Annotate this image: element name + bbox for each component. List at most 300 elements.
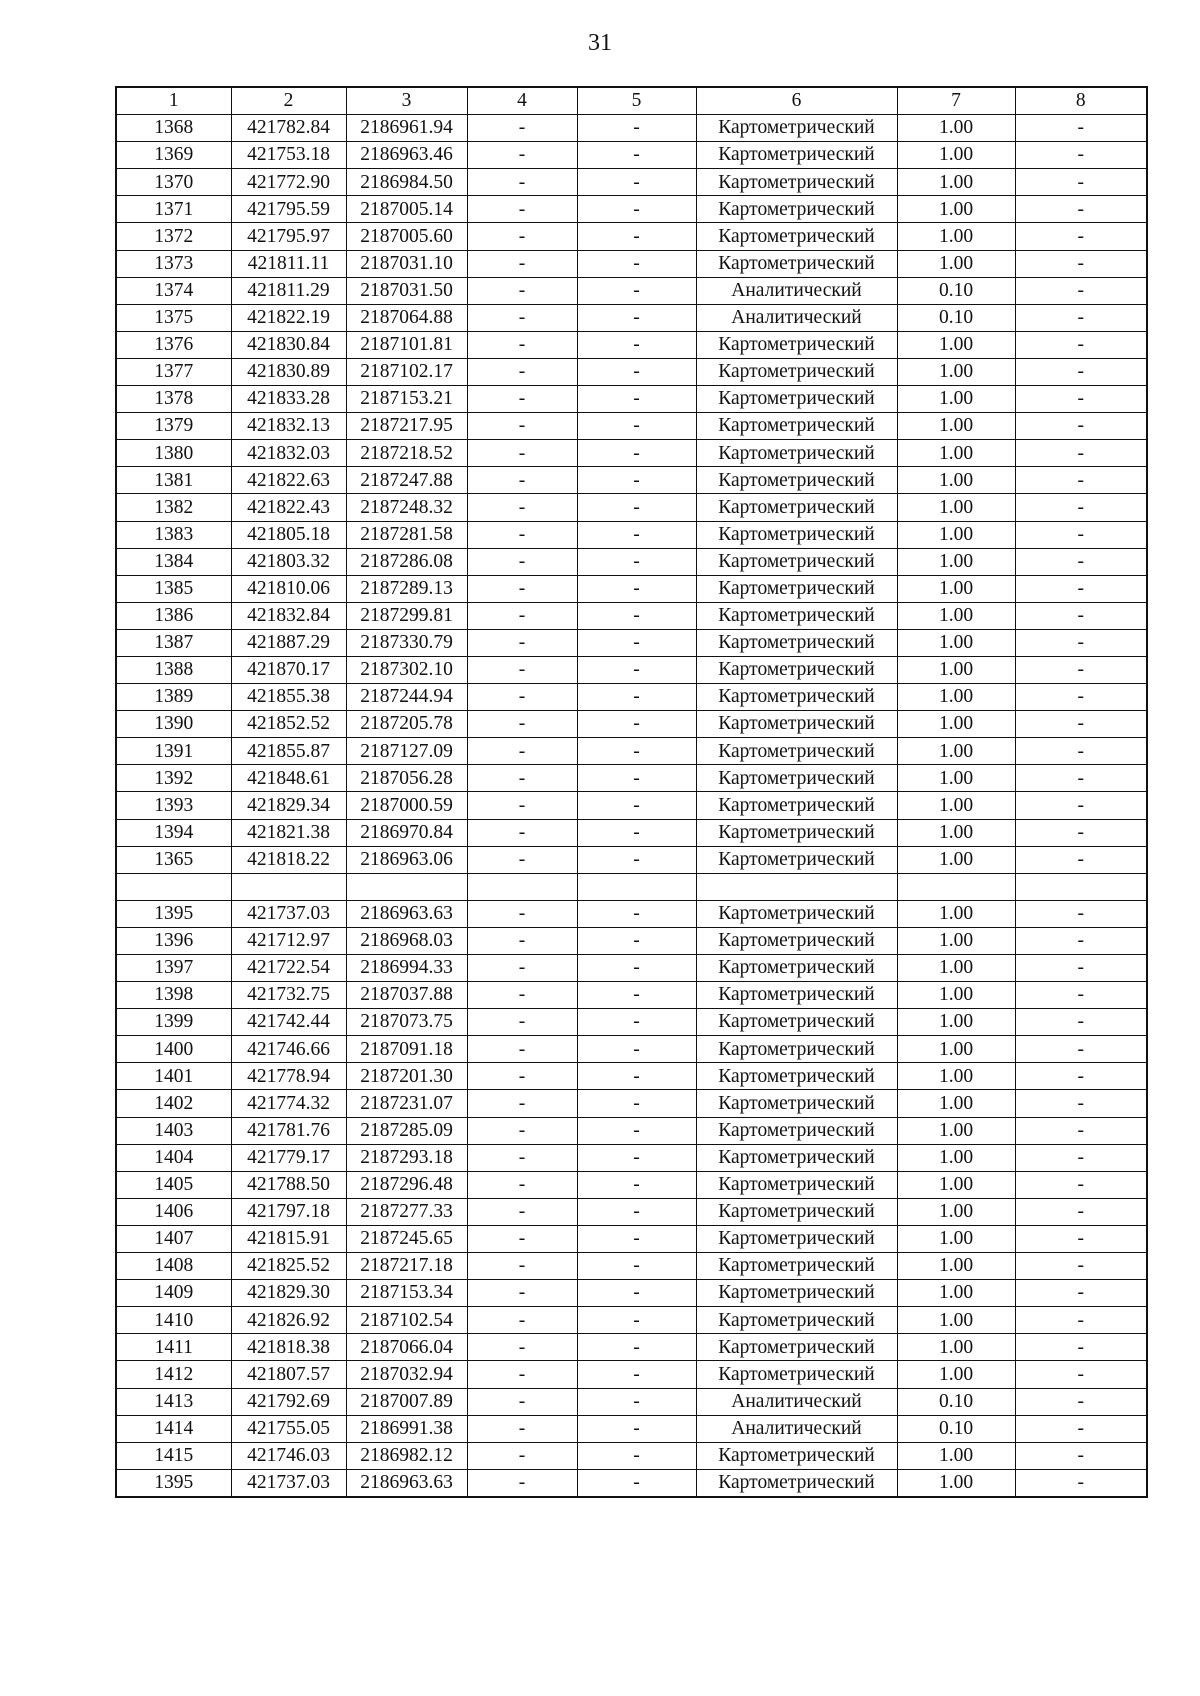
x-coordinate-cell: 421829.34 — [231, 792, 346, 819]
col-4-value-cell: - — [467, 900, 577, 927]
table-row — [116, 1280, 1147, 1307]
col-4-value-cell: - — [467, 331, 577, 358]
accuracy-cell — [897, 873, 1015, 900]
table-row — [116, 467, 1147, 494]
accuracy-cell: 1.00 — [897, 1090, 1015, 1117]
table-body — [116, 115, 1147, 1497]
col-8-value-cell: - — [1015, 629, 1147, 656]
x-coordinate-cell: 421811.11 — [231, 250, 346, 277]
header-col-2: 2 — [231, 87, 346, 115]
point-number-cell: 1404 — [116, 1144, 231, 1171]
x-coordinate-cell: 421742.44 — [231, 1009, 346, 1036]
point-number-cell: 1388 — [116, 656, 231, 683]
point-number-cell: 1402 — [116, 1090, 231, 1117]
col-5-value-cell: - — [577, 1361, 696, 1388]
table-row — [116, 223, 1147, 250]
col-8-value-cell: - — [1015, 684, 1147, 711]
col-8-value-cell: - — [1015, 927, 1147, 954]
table-row — [116, 765, 1147, 792]
header-col-7: 7 — [897, 87, 1015, 115]
col-8-value-cell: - — [1015, 494, 1147, 521]
y-coordinate-cell: 2187281.58 — [346, 521, 467, 548]
point-number-cell: 1374 — [116, 277, 231, 304]
x-coordinate-cell: 421830.84 — [231, 331, 346, 358]
point-number-cell: 1406 — [116, 1198, 231, 1225]
y-coordinate-cell: 2187153.21 — [346, 386, 467, 413]
method-cell: Картометрический — [696, 819, 897, 846]
accuracy-cell: 0.10 — [897, 1388, 1015, 1415]
col-4-value-cell: - — [467, 494, 577, 521]
table-row — [116, 413, 1147, 440]
x-coordinate-cell: 421778.94 — [231, 1063, 346, 1090]
method-cell: Картометрический — [696, 1090, 897, 1117]
accuracy-cell: 1.00 — [897, 358, 1015, 385]
accuracy-cell: 1.00 — [897, 738, 1015, 765]
col-4-value-cell: - — [467, 602, 577, 629]
table-row — [116, 602, 1147, 629]
accuracy-cell: 1.00 — [897, 1307, 1015, 1334]
y-coordinate-cell: 2187031.50 — [346, 277, 467, 304]
point-number-cell: 1384 — [116, 548, 231, 575]
method-cell: Картометрический — [696, 1253, 897, 1280]
table-row — [116, 277, 1147, 304]
header-col-3: 3 — [346, 87, 467, 115]
col-4-value-cell: - — [467, 1469, 577, 1497]
method-cell: Картометрический — [696, 142, 897, 169]
method-cell: Аналитический — [696, 304, 897, 331]
x-coordinate-cell: 421737.03 — [231, 900, 346, 927]
method-cell: Картометрический — [696, 927, 897, 954]
table-row — [116, 955, 1147, 982]
accuracy-cell: 1.00 — [897, 1009, 1015, 1036]
header-col-4: 4 — [467, 87, 577, 115]
col-4-value-cell: - — [467, 1198, 577, 1225]
y-coordinate-cell: 2187299.81 — [346, 602, 467, 629]
col-4-value-cell: - — [467, 304, 577, 331]
table-row — [116, 792, 1147, 819]
point-number-cell: 1382 — [116, 494, 231, 521]
col-5-value-cell: - — [577, 358, 696, 385]
col-5-value-cell: - — [577, 1198, 696, 1225]
accuracy-cell: 1.00 — [897, 927, 1015, 954]
col-4-value-cell: - — [467, 277, 577, 304]
col-4-value-cell: - — [467, 955, 577, 982]
accuracy-cell: 1.00 — [897, 386, 1015, 413]
point-number-cell: 1392 — [116, 765, 231, 792]
x-coordinate-cell: 421829.30 — [231, 1280, 346, 1307]
col-4-value-cell: - — [467, 1225, 577, 1252]
point-number-cell: 1369 — [116, 142, 231, 169]
col-5-value-cell: - — [577, 927, 696, 954]
col-4-value-cell: - — [467, 223, 577, 250]
table-row — [116, 548, 1147, 575]
point-number-cell: 1365 — [116, 846, 231, 873]
accuracy-cell: 1.00 — [897, 1361, 1015, 1388]
coordinates-table — [115, 86, 1148, 1498]
col-8-value-cell: - — [1015, 277, 1147, 304]
col-8-value-cell: - — [1015, 413, 1147, 440]
col-8-value-cell: - — [1015, 1280, 1147, 1307]
col-5-value-cell: - — [577, 440, 696, 467]
accuracy-cell: 1.00 — [897, 1442, 1015, 1469]
point-number-cell: 1379 — [116, 413, 231, 440]
col-4-value-cell: - — [467, 738, 577, 765]
col-4-value-cell: - — [467, 846, 577, 873]
x-coordinate-cell: 421832.13 — [231, 413, 346, 440]
y-coordinate-cell: 2187005.14 — [346, 196, 467, 223]
method-cell: Картометрический — [696, 1469, 897, 1497]
col-4-value-cell: - — [467, 1117, 577, 1144]
method-cell: Картометрический — [696, 1334, 897, 1361]
col-8-value-cell: - — [1015, 440, 1147, 467]
x-coordinate-cell: 421811.29 — [231, 277, 346, 304]
point-number-cell: 1399 — [116, 1009, 231, 1036]
y-coordinate-cell: 2187217.18 — [346, 1253, 467, 1280]
table-row — [116, 629, 1147, 656]
col-5-value-cell: - — [577, 819, 696, 846]
col-4-value-cell: - — [467, 196, 577, 223]
col-5-value-cell: - — [577, 738, 696, 765]
table-row — [116, 1307, 1147, 1334]
table-row — [116, 656, 1147, 683]
col-4-value-cell: - — [467, 711, 577, 738]
x-coordinate-cell: 421855.38 — [231, 684, 346, 711]
col-8-value-cell: - — [1015, 1090, 1147, 1117]
accuracy-cell: 0.10 — [897, 277, 1015, 304]
table-row — [116, 494, 1147, 521]
table-row — [116, 1198, 1147, 1225]
y-coordinate-cell: 2187037.88 — [346, 982, 467, 1009]
x-coordinate-cell: 421855.87 — [231, 738, 346, 765]
y-coordinate-cell: 2187286.08 — [346, 548, 467, 575]
x-coordinate-cell: 421825.52 — [231, 1253, 346, 1280]
accuracy-cell: 1.00 — [897, 575, 1015, 602]
point-number-cell: 1395 — [116, 1469, 231, 1497]
table-row — [116, 1009, 1147, 1036]
y-coordinate-cell: 2186984.50 — [346, 169, 467, 196]
point-number-cell: 1371 — [116, 196, 231, 223]
x-coordinate-cell: 421818.22 — [231, 846, 346, 873]
col-4-value-cell: - — [467, 1388, 577, 1415]
method-cell: Картометрический — [696, 1198, 897, 1225]
col-4-value-cell: - — [467, 548, 577, 575]
y-coordinate-cell: 2186963.46 — [346, 142, 467, 169]
x-coordinate-cell: 421795.59 — [231, 196, 346, 223]
col-8-value-cell: - — [1015, 602, 1147, 629]
point-number-cell: 1390 — [116, 711, 231, 738]
col-5-value-cell: - — [577, 1307, 696, 1334]
accuracy-cell: 1.00 — [897, 1225, 1015, 1252]
table-row — [116, 575, 1147, 602]
point-number-cell: 1412 — [116, 1361, 231, 1388]
col-8-value-cell: - — [1015, 711, 1147, 738]
col-8-value-cell: - — [1015, 1469, 1147, 1497]
method-cell: Картометрический — [696, 440, 897, 467]
col-4-value-cell: - — [467, 413, 577, 440]
table-row — [116, 1442, 1147, 1469]
y-coordinate-cell: 2186963.06 — [346, 846, 467, 873]
col-8-value-cell: - — [1015, 1036, 1147, 1063]
col-4-value-cell: - — [467, 1361, 577, 1388]
table-row — [116, 1063, 1147, 1090]
method-cell: Картометрический — [696, 629, 897, 656]
x-coordinate-cell: 421737.03 — [231, 1469, 346, 1497]
method-cell: Аналитический — [696, 1415, 897, 1442]
col-5-value-cell: - — [577, 1253, 696, 1280]
col-8-value-cell: - — [1015, 1063, 1147, 1090]
col-8-value-cell: - — [1015, 358, 1147, 385]
x-coordinate-cell: 421779.17 — [231, 1144, 346, 1171]
col-8-value-cell: - — [1015, 250, 1147, 277]
point-number-cell: 1403 — [116, 1117, 231, 1144]
table-row — [116, 711, 1147, 738]
col-8-value-cell: - — [1015, 1442, 1147, 1469]
x-coordinate-cell: 421755.05 — [231, 1415, 346, 1442]
col-4-value-cell: - — [467, 250, 577, 277]
col-8-value-cell: - — [1015, 900, 1147, 927]
col-4-value-cell: - — [467, 819, 577, 846]
table-row — [116, 250, 1147, 277]
y-coordinate-cell: 2186961.94 — [346, 115, 467, 142]
point-number-cell: 1368 — [116, 115, 231, 142]
col-5-value-cell: - — [577, 629, 696, 656]
col-5-value-cell: - — [577, 1280, 696, 1307]
x-coordinate-cell: 421772.90 — [231, 169, 346, 196]
col-4-value-cell: - — [467, 467, 577, 494]
table-row — [116, 521, 1147, 548]
method-cell: Картометрический — [696, 223, 897, 250]
x-coordinate-cell: 421821.38 — [231, 819, 346, 846]
y-coordinate-cell: 2187217.95 — [346, 413, 467, 440]
col-4-value-cell: - — [467, 927, 577, 954]
col-4-value-cell: - — [467, 765, 577, 792]
col-8-value-cell: - — [1015, 386, 1147, 413]
col-8-value-cell: - — [1015, 1144, 1147, 1171]
accuracy-cell: 1.00 — [897, 413, 1015, 440]
table-row — [116, 1225, 1147, 1252]
col-8-value-cell: - — [1015, 142, 1147, 169]
table-row — [116, 358, 1147, 385]
col-8-value-cell: - — [1015, 1171, 1147, 1198]
method-cell: Картометрический — [696, 250, 897, 277]
method-cell: Картометрический — [696, 846, 897, 873]
col-8-value-cell: - — [1015, 196, 1147, 223]
point-number-cell: 1383 — [116, 521, 231, 548]
accuracy-cell: 0.10 — [897, 1415, 1015, 1442]
point-number-cell: 1386 — [116, 602, 231, 629]
col-8-value-cell: - — [1015, 169, 1147, 196]
point-number-cell: 1381 — [116, 467, 231, 494]
col-4-value-cell: - — [467, 521, 577, 548]
y-coordinate-cell: 2187102.17 — [346, 358, 467, 385]
x-coordinate-cell: 421753.18 — [231, 142, 346, 169]
table-row — [116, 196, 1147, 223]
point-number-cell: 1405 — [116, 1171, 231, 1198]
table-row — [116, 169, 1147, 196]
y-coordinate-cell: 2187032.94 — [346, 1361, 467, 1388]
x-coordinate-cell: 421803.32 — [231, 548, 346, 575]
col-5-value-cell: - — [577, 1009, 696, 1036]
x-coordinate-cell: 421833.28 — [231, 386, 346, 413]
col-5-value-cell: - — [577, 846, 696, 873]
accuracy-cell: 1.00 — [897, 1144, 1015, 1171]
point-number-cell: 1375 — [116, 304, 231, 331]
method-cell: Картометрический — [696, 602, 897, 629]
col-8-value-cell: - — [1015, 1415, 1147, 1442]
accuracy-cell: 1.00 — [897, 1063, 1015, 1090]
point-number-cell: 1400 — [116, 1036, 231, 1063]
accuracy-cell: 1.00 — [897, 1198, 1015, 1225]
x-coordinate-cell: 421822.43 — [231, 494, 346, 521]
col-5-value-cell: - — [577, 711, 696, 738]
col-4-value-cell: - — [467, 142, 577, 169]
point-number-cell: 1397 — [116, 955, 231, 982]
accuracy-cell: 1.00 — [897, 440, 1015, 467]
col-8-value-cell: - — [1015, 792, 1147, 819]
col-5-value-cell: - — [577, 602, 696, 629]
col-4-value-cell: - — [467, 1009, 577, 1036]
point-number-cell: 1391 — [116, 738, 231, 765]
col-5-value-cell: - — [577, 304, 696, 331]
x-coordinate-cell: 421782.84 — [231, 115, 346, 142]
accuracy-cell: 1.00 — [897, 548, 1015, 575]
accuracy-cell: 1.00 — [897, 765, 1015, 792]
table-row — [116, 819, 1147, 846]
y-coordinate-cell: 2187064.88 — [346, 304, 467, 331]
point-number-cell: 1376 — [116, 331, 231, 358]
accuracy-cell: 1.00 — [897, 1171, 1015, 1198]
col-8-value-cell: - — [1015, 467, 1147, 494]
y-coordinate-cell: 2187218.52 — [346, 440, 467, 467]
x-coordinate-cell — [231, 873, 346, 900]
col-8-value-cell: - — [1015, 1198, 1147, 1225]
x-coordinate-cell: 421887.29 — [231, 629, 346, 656]
col-5-value-cell: - — [577, 765, 696, 792]
accuracy-cell: 1.00 — [897, 819, 1015, 846]
y-coordinate-cell: 2187201.30 — [346, 1063, 467, 1090]
method-cell: Картометрический — [696, 1442, 897, 1469]
col-5-value-cell: - — [577, 684, 696, 711]
accuracy-cell: 1.00 — [897, 223, 1015, 250]
method-cell: Картометрический — [696, 792, 897, 819]
table-row — [116, 1117, 1147, 1144]
col-5-value-cell: - — [577, 575, 696, 602]
accuracy-cell: 1.00 — [897, 467, 1015, 494]
y-coordinate-cell: 2187247.88 — [346, 467, 467, 494]
x-coordinate-cell: 421815.91 — [231, 1225, 346, 1252]
x-coordinate-cell: 421830.89 — [231, 358, 346, 385]
method-cell: Аналитический — [696, 277, 897, 304]
col-5-value-cell: - — [577, 1469, 696, 1497]
col-8-value-cell — [1015, 873, 1147, 900]
point-number-cell: 1370 — [116, 169, 231, 196]
col-8-value-cell: - — [1015, 1334, 1147, 1361]
method-cell: Аналитический — [696, 1388, 897, 1415]
col-5-value-cell: - — [577, 1415, 696, 1442]
x-coordinate-cell: 421746.66 — [231, 1036, 346, 1063]
point-number-cell: 1413 — [116, 1388, 231, 1415]
table-row — [116, 1253, 1147, 1280]
col-5-value-cell: - — [577, 494, 696, 521]
y-coordinate-cell: 2186994.33 — [346, 955, 467, 982]
col-5-value-cell: - — [577, 955, 696, 982]
accuracy-cell: 1.00 — [897, 1280, 1015, 1307]
y-coordinate-cell: 2187000.59 — [346, 792, 467, 819]
table-row — [116, 331, 1147, 358]
method-cell: Картометрический — [696, 331, 897, 358]
col-8-value-cell: - — [1015, 656, 1147, 683]
y-coordinate-cell: 2187293.18 — [346, 1144, 467, 1171]
x-coordinate-cell: 421822.19 — [231, 304, 346, 331]
y-coordinate-cell: 2187101.81 — [346, 331, 467, 358]
y-coordinate-cell: 2187005.60 — [346, 223, 467, 250]
table-row — [116, 982, 1147, 1009]
method-cell: Картометрический — [696, 358, 897, 385]
y-coordinate-cell: 2187007.89 — [346, 1388, 467, 1415]
col-5-value-cell: - — [577, 1334, 696, 1361]
table-row — [116, 738, 1147, 765]
col-8-value-cell: - — [1015, 1361, 1147, 1388]
x-coordinate-cell: 421826.92 — [231, 1307, 346, 1334]
col-5-value-cell: - — [577, 115, 696, 142]
y-coordinate-cell: 2187244.94 — [346, 684, 467, 711]
accuracy-cell: 1.00 — [897, 250, 1015, 277]
x-coordinate-cell: 421722.54 — [231, 955, 346, 982]
x-coordinate-cell: 421795.97 — [231, 223, 346, 250]
col-5-value-cell: - — [577, 792, 696, 819]
col-8-value-cell: - — [1015, 846, 1147, 873]
col-5-value-cell: - — [577, 1144, 696, 1171]
point-number-cell: 1393 — [116, 792, 231, 819]
col-8-value-cell: - — [1015, 1225, 1147, 1252]
method-cell: Картометрический — [696, 711, 897, 738]
accuracy-cell: 1.00 — [897, 115, 1015, 142]
method-cell: Картометрический — [696, 467, 897, 494]
x-coordinate-cell: 421781.76 — [231, 1117, 346, 1144]
y-coordinate-cell: 2187330.79 — [346, 629, 467, 656]
col-8-value-cell: - — [1015, 1388, 1147, 1415]
col-4-value-cell: - — [467, 1144, 577, 1171]
col-8-value-cell: - — [1015, 982, 1147, 1009]
col-4-value-cell: - — [467, 982, 577, 1009]
col-5-value-cell: - — [577, 521, 696, 548]
col-4-value-cell — [467, 873, 577, 900]
y-coordinate-cell: 2187248.32 — [346, 494, 467, 521]
point-number-cell: 1380 — [116, 440, 231, 467]
y-coordinate-cell: 2186982.12 — [346, 1442, 467, 1469]
method-cell: Картометрический — [696, 765, 897, 792]
x-coordinate-cell: 421732.75 — [231, 982, 346, 1009]
col-4-value-cell: - — [467, 656, 577, 683]
table-row — [116, 846, 1147, 873]
method-cell: Картометрический — [696, 684, 897, 711]
col-5-value-cell: - — [577, 982, 696, 1009]
table-row — [116, 873, 1147, 900]
x-coordinate-cell: 421810.06 — [231, 575, 346, 602]
method-cell: Картометрический — [696, 1171, 897, 1198]
col-4-value-cell: - — [467, 1442, 577, 1469]
y-coordinate-cell: 2187302.10 — [346, 656, 467, 683]
col-4-value-cell: - — [467, 575, 577, 602]
col-5-value-cell: - — [577, 1171, 696, 1198]
col-4-value-cell: - — [467, 1171, 577, 1198]
method-cell: Картометрический — [696, 1063, 897, 1090]
col-8-value-cell: - — [1015, 521, 1147, 548]
table-row — [116, 1036, 1147, 1063]
method-cell: Картометрический — [696, 548, 897, 575]
col-4-value-cell: - — [467, 386, 577, 413]
x-coordinate-cell: 421818.38 — [231, 1334, 346, 1361]
